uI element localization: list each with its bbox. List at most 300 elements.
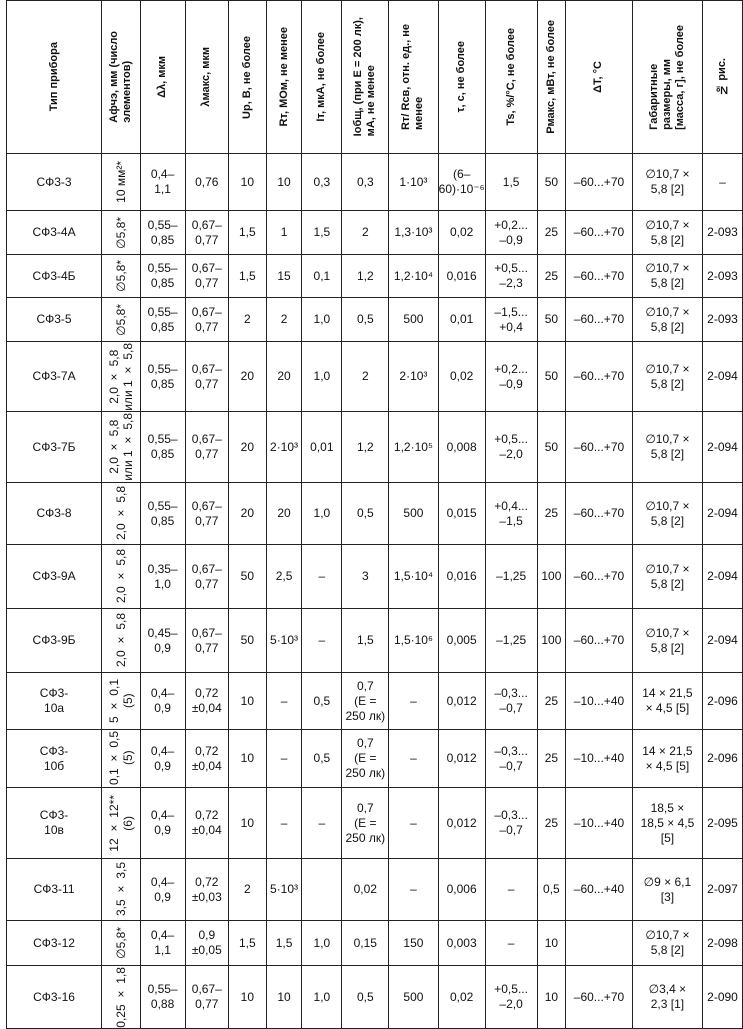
cell-text: 1,5 (356, 633, 374, 647)
cell-up (228, 673, 266, 730)
cell-ratio (389, 966, 438, 1029)
cell-text: ∅10,7 × 5,8 [2] (645, 561, 690, 591)
cell-text: 0,5 (543, 882, 560, 896)
cell-area (102, 545, 140, 609)
cell-text: 0,5 (356, 506, 374, 520)
cell-dl (140, 255, 185, 298)
cell-text: – (410, 882, 417, 896)
cell-text: 1,5 (238, 935, 256, 950)
cell-text: СФ3-7Б (32, 439, 76, 454)
cell-text: – (410, 693, 417, 708)
cell-text: 1,2·10⁵ (393, 439, 433, 454)
cell-text: 1,5 (502, 174, 520, 189)
cell-text: 5·10³ (270, 882, 299, 896)
cell-ratio (389, 673, 438, 730)
cell-text: 25 (544, 751, 559, 765)
cell-text: 3 (361, 569, 369, 583)
table-container (6, 0, 743, 1029)
cell-dl (140, 609, 185, 673)
photoresistor-specs-table (6, 0, 743, 1029)
cell-text: 0,67– 0,77 (191, 625, 222, 655)
column-header-dims (632, 1, 702, 154)
cell-text: 0,35– 1,0 (147, 561, 178, 591)
cell-text: 2-090 (707, 989, 738, 1004)
cell-text: ∅10,7 × 5,8 [2] (645, 167, 690, 196)
cell-dl (140, 342, 185, 412)
cell-dt (566, 966, 633, 1029)
cell-text: 0,67– 0,77 (191, 561, 222, 591)
column-header-iobl (342, 1, 389, 154)
cell-it (302, 673, 342, 730)
cell-text: –10...+40 (573, 815, 625, 830)
cell-fig (703, 859, 743, 921)
cell-text: СФ3-9А (32, 569, 76, 583)
cell-text: 0,7 (E = 250 лк) (345, 800, 386, 845)
cell-iobl (342, 483, 389, 545)
cell-up (228, 412, 266, 483)
cell-text: –60...+70 (573, 312, 625, 326)
cell-lmax (185, 483, 228, 545)
cell-dt (566, 673, 633, 730)
cell-dt (566, 483, 633, 545)
cell-text: 500 (403, 506, 424, 520)
cell-it (302, 255, 342, 298)
cell-iobl (342, 154, 389, 211)
cell-text: 20 (240, 369, 255, 383)
cell-rt (266, 483, 302, 545)
table-row (7, 921, 743, 966)
cell-iobl (342, 211, 389, 255)
cell-it (302, 966, 342, 1029)
cell-text: 0,4– 0,9 (150, 686, 175, 715)
cell-lmax (185, 154, 228, 211)
cell-dl (140, 298, 185, 342)
cell-text: 0,55– 0,85 (147, 498, 178, 528)
column-header-label: № рис. (716, 58, 728, 96)
cell-text: 2-094 (707, 633, 738, 647)
column-header-label: Pмакс, мВт, не более (544, 20, 557, 134)
cell-text: 12 × 12** (6) (106, 794, 135, 852)
cell-iobl (342, 921, 389, 966)
cell-up (228, 609, 266, 673)
cell-text: ∅10,7 × 5,8 [2] (645, 625, 690, 655)
cell-text: +0,5... –2,3 (494, 261, 528, 290)
cell-dl (140, 966, 185, 1029)
cell-it (302, 154, 342, 211)
cell-text: 1,5·10⁴ (393, 569, 434, 583)
cell-text: 2,0 × 5,8 (113, 486, 128, 541)
cell-dims (632, 211, 702, 255)
cell-iobl (342, 342, 389, 412)
cell-text: 50 (544, 439, 559, 454)
cell-dims (632, 342, 702, 412)
cell-up (228, 921, 266, 966)
cell-area (102, 673, 140, 730)
cell-text: 0,01 (310, 439, 334, 454)
cell-fig (703, 966, 743, 1029)
column-header-label: Rт/ Rсв, отн. ед., не менее (400, 24, 426, 130)
cell-pmax (537, 921, 566, 966)
cell-text: 2 (361, 225, 369, 239)
cell-text: –60...+70 (573, 569, 625, 583)
cell-text: 0,4– 0,9 (150, 874, 175, 904)
cell-dims (632, 298, 702, 342)
column-header-ratio (389, 1, 438, 154)
cell-text: СФ3- 10б (39, 743, 69, 773)
cell-text: СФ3-7А (32, 369, 76, 383)
cell-lmax (185, 255, 228, 298)
column-header-label: λмакс, мкм (200, 47, 213, 107)
cell-iobl (342, 673, 389, 730)
column-header-label: τ, с, не более (455, 41, 468, 113)
cell-text: 0,3 (313, 174, 331, 189)
cell-dims (632, 412, 702, 483)
column-header-pmax (537, 1, 566, 154)
table-row (7, 255, 743, 298)
cell-text: 0,55– 0,85 (147, 217, 178, 247)
cell-text: 0,003 (446, 935, 477, 950)
cell-text: 0,4– 1,1 (150, 928, 175, 957)
cell-pmax (537, 412, 566, 483)
cell-tau (438, 545, 485, 609)
cell-pmax (537, 609, 566, 673)
header-row (7, 1, 743, 154)
cell-pmax (537, 342, 566, 412)
table-row (7, 545, 743, 609)
cell-up (228, 255, 266, 298)
cell-type (7, 154, 102, 211)
cell-iobl (342, 859, 389, 921)
cell-fig (703, 298, 743, 342)
cell-rt (266, 921, 302, 966)
cell-text: –10...+40 (573, 693, 625, 708)
cell-text: 10 (277, 989, 291, 1004)
column-header-tau (438, 1, 485, 154)
cell-text: 0,5 (356, 989, 374, 1004)
cell-text: 1,0 (313, 989, 331, 1004)
cell-ratio (389, 545, 438, 609)
cell-text: 1 (280, 225, 288, 239)
cell-text: ∅10,7 × 5,8 [2] (645, 304, 690, 334)
cell-fig (703, 412, 743, 483)
cell-dims (632, 545, 702, 609)
cell-text: 10 (240, 174, 255, 189)
cell-pmax (537, 255, 566, 298)
cell-text: 0,4– 0,9 (150, 808, 175, 837)
cell-text: –10...+40 (573, 751, 625, 765)
column-header-dt (566, 1, 633, 154)
cell-rt (266, 211, 302, 255)
cell-text: 0,55– 0,85 (147, 361, 178, 391)
table-row (7, 730, 743, 788)
cell-text: – (410, 815, 417, 830)
cell-text: 2-097 (707, 882, 738, 896)
cell-ts (485, 412, 537, 483)
cell-text: 0,012 (446, 751, 477, 765)
cell-text: 1,3·10³ (394, 225, 433, 239)
cell-fig (703, 921, 743, 966)
cell-text: 25 (544, 693, 559, 708)
table-row (7, 788, 743, 859)
cell-type (7, 255, 102, 298)
cell-type (7, 966, 102, 1029)
cell-text: 0,015 (446, 506, 477, 520)
cell-text: 10 (240, 751, 255, 765)
cell-text: ∅10,7 × 5,8 [2] (645, 217, 690, 247)
cell-text: –60...+70 (573, 268, 625, 283)
cell-up (228, 545, 266, 609)
cell-text: 2-094 (707, 569, 738, 583)
cell-area (102, 859, 140, 921)
cell-text: 50 (544, 174, 559, 189)
cell-rt (266, 342, 302, 412)
cell-text: СФ3-12 (33, 935, 75, 950)
cell-dims (632, 483, 702, 545)
cell-text: 0,5 (313, 693, 331, 708)
cell-lmax (185, 298, 228, 342)
table-row (7, 673, 743, 730)
table-row (7, 154, 743, 211)
cell-text: 2,0 × 5,8 или 1 × 5,8 (106, 413, 135, 481)
cell-text: 2-093 (707, 268, 738, 283)
cell-text: 0,67– 0,77 (191, 304, 222, 334)
cell-tau (438, 859, 485, 921)
cell-text: 2 (280, 312, 288, 326)
cell-lmax (185, 412, 228, 483)
column-header-lmax (185, 1, 228, 154)
cell-ts (485, 609, 537, 673)
cell-rt (266, 859, 302, 921)
cell-text: 20 (240, 506, 255, 520)
cell-text: +0,5... –2,0 (494, 432, 528, 461)
cell-area (102, 154, 140, 211)
cell-text: 10 (240, 693, 255, 708)
cell-area (102, 298, 140, 342)
cell-text: 15 (277, 268, 291, 283)
cell-text: – (719, 174, 726, 189)
cell-area (102, 483, 140, 545)
cell-ratio (389, 788, 438, 859)
cell-text: 0,45– 0,9 (147, 625, 178, 655)
cell-text: 0,02 (449, 369, 474, 383)
cell-text: 1,5 (275, 935, 293, 950)
cell-text: СФ3-3 (36, 174, 72, 189)
cell-text: 2-093 (707, 225, 738, 239)
cell-it (302, 921, 342, 966)
cell-text: 0,72 ±0,04 (191, 743, 222, 773)
cell-lmax (185, 342, 228, 412)
cell-rt (266, 412, 302, 483)
cell-text: 0,67– 0,77 (191, 498, 222, 528)
cell-area (102, 788, 140, 859)
cell-text: 25 (544, 268, 559, 283)
cell-type (7, 859, 102, 921)
cell-text: 0,55– 0,85 (147, 432, 178, 461)
cell-tau (438, 609, 485, 673)
cell-up (228, 342, 266, 412)
cell-rt (266, 545, 302, 609)
cell-text: 14 × 21,5 × 4,5 [5] (642, 686, 693, 715)
cell-rt (266, 966, 302, 1029)
table-row (7, 966, 743, 1029)
cell-text: 0,67– 0,77 (191, 261, 222, 290)
cell-text: 1,0 (313, 506, 331, 520)
cell-text: 1·10³ (399, 174, 428, 189)
cell-text: ∅10,7 × 5,8 [2] (645, 261, 690, 290)
cell-tau (438, 255, 485, 298)
cell-text: 150 (403, 935, 424, 950)
cell-pmax (537, 483, 566, 545)
cell-text: 18,5 × 18,5 × 4,5 [5] (640, 800, 695, 845)
cell-tau (438, 412, 485, 483)
table-row (7, 298, 743, 342)
cell-it (302, 298, 342, 342)
cell-text: 0,005 (446, 633, 477, 647)
cell-text: 1,5 (238, 268, 256, 283)
cell-dt (566, 859, 633, 921)
cell-lmax (185, 545, 228, 609)
cell-text: 0,72 ±0,04 (191, 686, 222, 715)
cell-text: 0,006 (446, 882, 477, 896)
cell-text: 0,3 (356, 174, 374, 189)
cell-fig (703, 211, 743, 255)
cell-dt (566, 412, 633, 483)
cell-ts (485, 859, 537, 921)
cell-text: 1,0 (313, 369, 331, 383)
cell-fig (703, 342, 743, 412)
cell-text: 10 (544, 989, 559, 1004)
cell-it (302, 545, 342, 609)
column-header-it (302, 1, 342, 154)
cell-text: –1,25 (496, 569, 527, 583)
cell-text: 0,7 (E = 250 лк) (345, 736, 386, 780)
cell-it (302, 483, 342, 545)
cell-text: 2-094 (707, 439, 738, 454)
cell-lmax (185, 730, 228, 788)
cell-text: 20 (240, 439, 255, 454)
cell-iobl (342, 298, 389, 342)
cell-ts (485, 730, 537, 788)
cell-rt (266, 730, 302, 788)
cell-text: 10 (277, 174, 291, 189)
cell-type (7, 788, 102, 859)
cell-ts (485, 154, 537, 211)
cell-text: 2-098 (707, 935, 738, 950)
cell-up (228, 154, 266, 211)
cell-text: СФ3-4Б (32, 268, 76, 283)
cell-tau (438, 483, 485, 545)
column-header-area (102, 1, 140, 154)
cell-text: СФ3-9Б (32, 633, 76, 647)
cell-text: –1,5... +0,4 (494, 304, 528, 334)
cell-text: 2,0 × 5,8 (113, 549, 128, 604)
column-header-type (7, 1, 102, 154)
cell-text: 0,67– 0,77 (191, 361, 222, 391)
column-header-label: Rт, МОм, не менее (277, 27, 290, 127)
cell-dt (566, 545, 633, 609)
cell-area (102, 255, 140, 298)
column-header-label: Габаритные размеры, мм [масса, г], не более (647, 24, 686, 130)
cell-up (228, 859, 266, 921)
cell-fig (703, 788, 743, 859)
cell-text: 0,1 (313, 268, 331, 283)
cell-text: 0,67– 0,77 (191, 982, 222, 1011)
column-header-label: Uр, В, не более (240, 35, 253, 119)
cell-text: 25 (544, 225, 559, 239)
cell-area (102, 412, 140, 483)
cell-rt (266, 673, 302, 730)
column-header-label: Δλ, мкм (156, 56, 169, 98)
cell-text: 500 (403, 312, 424, 326)
cell-tau (438, 921, 485, 966)
cell-text: –1,25 (496, 633, 527, 647)
cell-text: 2-095 (707, 815, 738, 830)
cell-text: 2,0 × 5,8 (113, 613, 128, 668)
cell-text: 25 (544, 815, 559, 830)
cell-text: 0,008 (446, 439, 477, 454)
cell-ts (485, 788, 537, 859)
cell-text: 2-096 (707, 693, 738, 708)
cell-text: ∅3,4 × 2,3 [1] (648, 982, 687, 1011)
cell-ts (485, 673, 537, 730)
cell-tau (438, 673, 485, 730)
cell-text: ∅9 × 6,1 [3] (643, 874, 692, 904)
cell-ts (485, 211, 537, 255)
cell-text: –60...+70 (573, 369, 625, 383)
table-row (7, 342, 743, 412)
cell-pmax (537, 730, 566, 788)
cell-text: 0,15 (353, 935, 377, 950)
cell-text: 0,7 (E = 250 лк) (345, 678, 386, 723)
column-header-rt (266, 1, 302, 154)
cell-text: +0,2... –0,9 (494, 361, 528, 391)
cell-tau (438, 211, 485, 255)
cell-text: 20 (277, 369, 291, 383)
cell-dims (632, 154, 702, 211)
cell-text: 0,012 (446, 693, 477, 708)
cell-text: +0,2... –0,9 (494, 217, 528, 247)
cell-lmax (185, 788, 228, 859)
cell-text: 1,2 (356, 439, 374, 454)
cell-ratio (389, 730, 438, 788)
column-header-dl (140, 1, 185, 154)
cell-text: СФ3-16 (33, 989, 75, 1004)
cell-fig (703, 730, 743, 788)
cell-type (7, 342, 102, 412)
cell-fig (703, 255, 743, 298)
cell-text: +0,5... –2,0 (494, 982, 528, 1011)
cell-text: – (507, 882, 515, 896)
cell-type (7, 673, 102, 730)
cell-it (302, 211, 342, 255)
cell-text: 20 (277, 506, 291, 520)
cell-dl (140, 412, 185, 483)
cell-text: 1,2·10⁴ (393, 268, 434, 283)
cell-ts (485, 255, 537, 298)
cell-text: – (318, 815, 326, 830)
cell-it (302, 859, 342, 921)
cell-fig (703, 609, 743, 673)
cell-area (102, 730, 140, 788)
cell-text: 5 × 0,1 (5) (106, 678, 135, 724)
cell-dt (566, 609, 633, 673)
cell-ratio (389, 255, 438, 298)
cell-tau (438, 966, 485, 1029)
cell-type (7, 921, 102, 966)
cell-ts (485, 921, 537, 966)
cell-text: 0,55– 0,88 (147, 982, 178, 1011)
cell-type (7, 298, 102, 342)
